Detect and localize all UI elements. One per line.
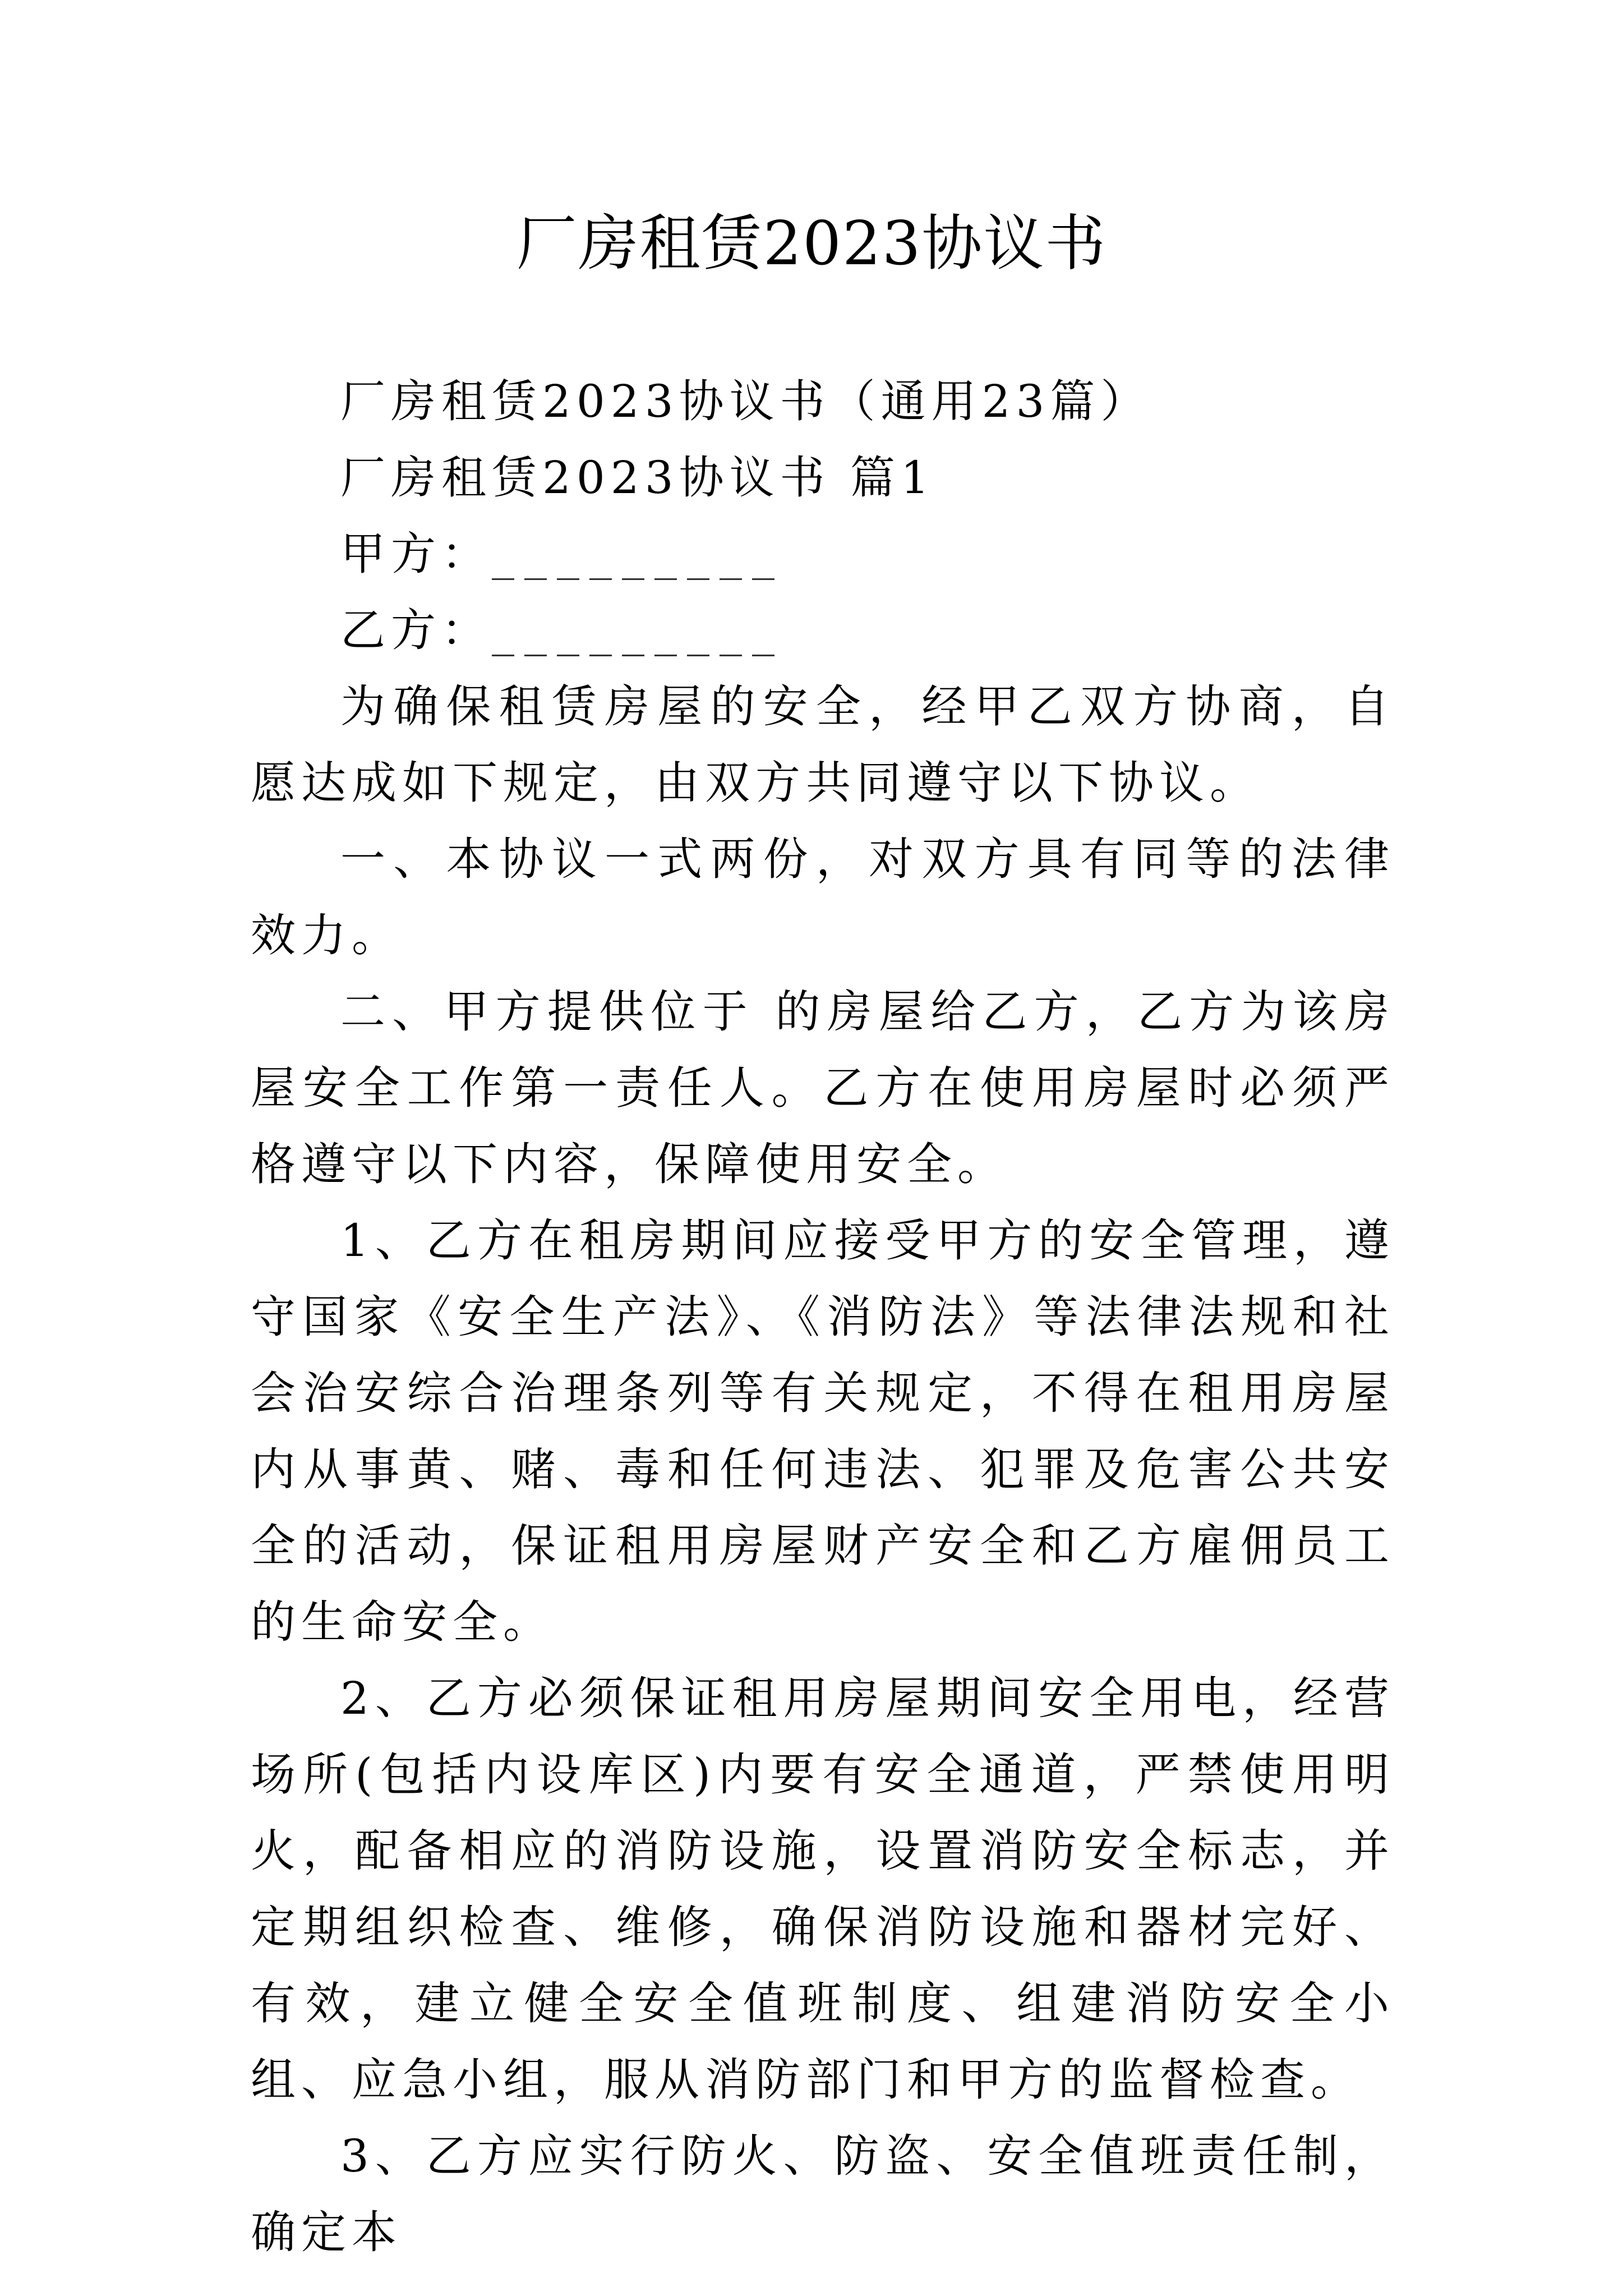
paragraph-item-1: 1、乙方在租房期间应接受甲方的安全管理，遵守国家《安全生产法》、《消防法》等法律法规和社会治安综合治理条列等有关规定，不得在租用房屋内从事黄、赌、毒和任何违法、犯罪及危害公共安全的活动，保证租用房屋财产安全和乙方雇佣员工的生命安全。: [251, 1214, 1395, 1648]
document-body: [251, 364, 1395, 2271]
paragraph-intro: 为确保租赁房屋的安全，经甲乙双方协商，自愿达成如下规定，由双方共同遵守以下协议。: [251, 680, 1395, 809]
party-b-blank: _________: [492, 604, 785, 656]
party-a-line: [251, 516, 1395, 592]
paragraph-clause-2: 二、甲方提供位于 的房屋给乙方，乙方为该房屋安全工作第一责任人。乙方在使用房屋时必须严格遵守以下内容，保障使用安全。: [251, 986, 1395, 1190]
party-a-blank: _________: [492, 528, 785, 580]
party-a-label: 甲方：: [340, 528, 492, 580]
party-b-line: [251, 592, 1395, 669]
section-heading: 厂房租赁2023协议书 篇1: [340, 452, 935, 504]
paragraph-clause-1: 一、本协议一式两份，对双方具有同等的法律效力。: [251, 833, 1395, 961]
paragraph-item-2: 2、乙方必须保证租用房屋期间安全用电，经营场所(包括内设库区)内要有安全通道，严禁使用明火，配备相应的消防设施，设置消防安全标志，并定期组织检查、维修，确保消防设施和器材完好、有效，建立健全安全值班制度、组建消防安全小组、应急小组，服从消防部门和甲方的监督检查。: [251, 1672, 1395, 2106]
document-subtitle: 厂房租赁2023协议书（通用23篇）: [340, 375, 1151, 427]
document-title: 厂房租赁2023协议书: [516, 209, 1107, 279]
party-b-label: 乙方：: [340, 604, 492, 656]
paragraph-item-3: 3、乙方应实行防火、防盗、安全值班责任制，确定本: [251, 2130, 1395, 2258]
